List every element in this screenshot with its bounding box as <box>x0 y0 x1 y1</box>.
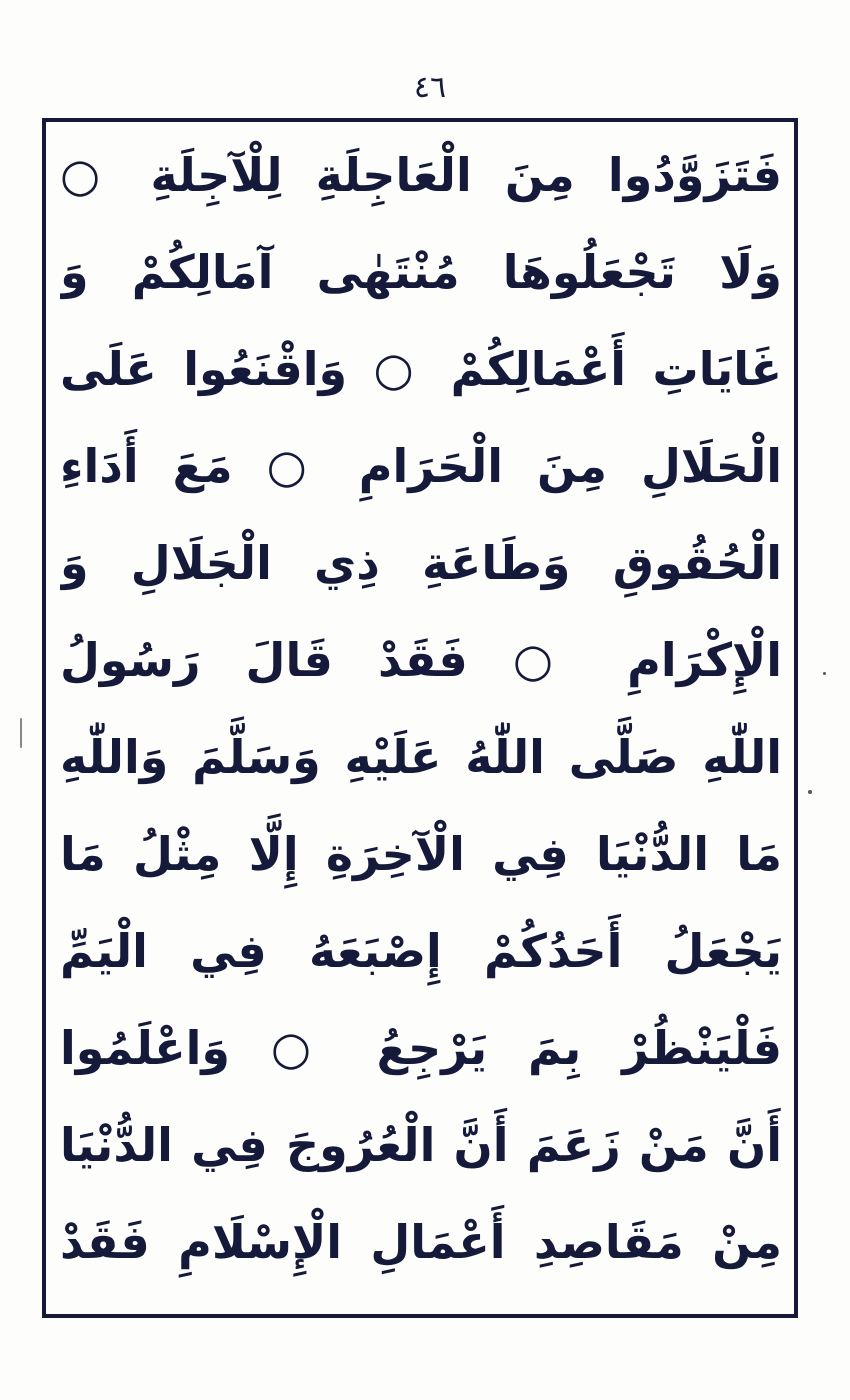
text-line: يَجْعَلُ أَحَدُكُمْ إِصْبَعَهُ فِي الْيَمِّ <box>60 924 782 978</box>
text-line: الْحُقُوقِ وَطَاعَةِ ذِي الْجَلَالِ وَ <box>60 536 782 590</box>
text-line: مَا الدُّنْيَا فِي الْآخِرَةِ إِلَّا مِثْلُ مَا <box>60 827 782 881</box>
print-speck <box>20 718 22 748</box>
print-speck <box>823 672 826 675</box>
text-line: الْحَلَالِ مِنَ الْحَرَامِ ○ مَعَ أَدَاءِ <box>60 439 782 493</box>
arabic-text-block <box>60 130 782 1310</box>
text-line: غَايَاتِ أَعْمَالِكُمْ ○ وَاقْنَعُوا عَلَى <box>60 342 782 396</box>
text-line: مِنْ مَقَاصِدِ أَعْمَالِ الْإِسْلَامِ فَقَدْ <box>60 1215 782 1269</box>
text-line: اللّٰهِ صَلَّى اللّٰهُ عَلَيْهِ وَسَلَّمَ وَاللّٰهِ <box>60 730 782 784</box>
text-line: وَلَا تَجْعَلُوهَا مُنْتَهٰى آمَالِكُمْ وَ <box>60 245 782 299</box>
text-line: أَنَّ مَنْ زَعَمَ أَنَّ الْعُرُوجَ فِي الدُّنْيَا <box>60 1118 782 1172</box>
text-line: الْإِكْرَامِ ○ فَقَدْ قَالَ رَسُولُ <box>60 633 782 687</box>
page-number: ٤٦ <box>413 70 447 105</box>
text-line: فَلْيَنْظُرْ بِمَ يَرْجِعُ ○ وَاعْلَمُوا <box>60 1021 782 1075</box>
text-line: فَتَزَوَّدُوا مِنَ الْعَاجِلَةِ لِلْآجِلَةِ ○ <box>60 148 782 202</box>
print-speck <box>808 790 812 794</box>
